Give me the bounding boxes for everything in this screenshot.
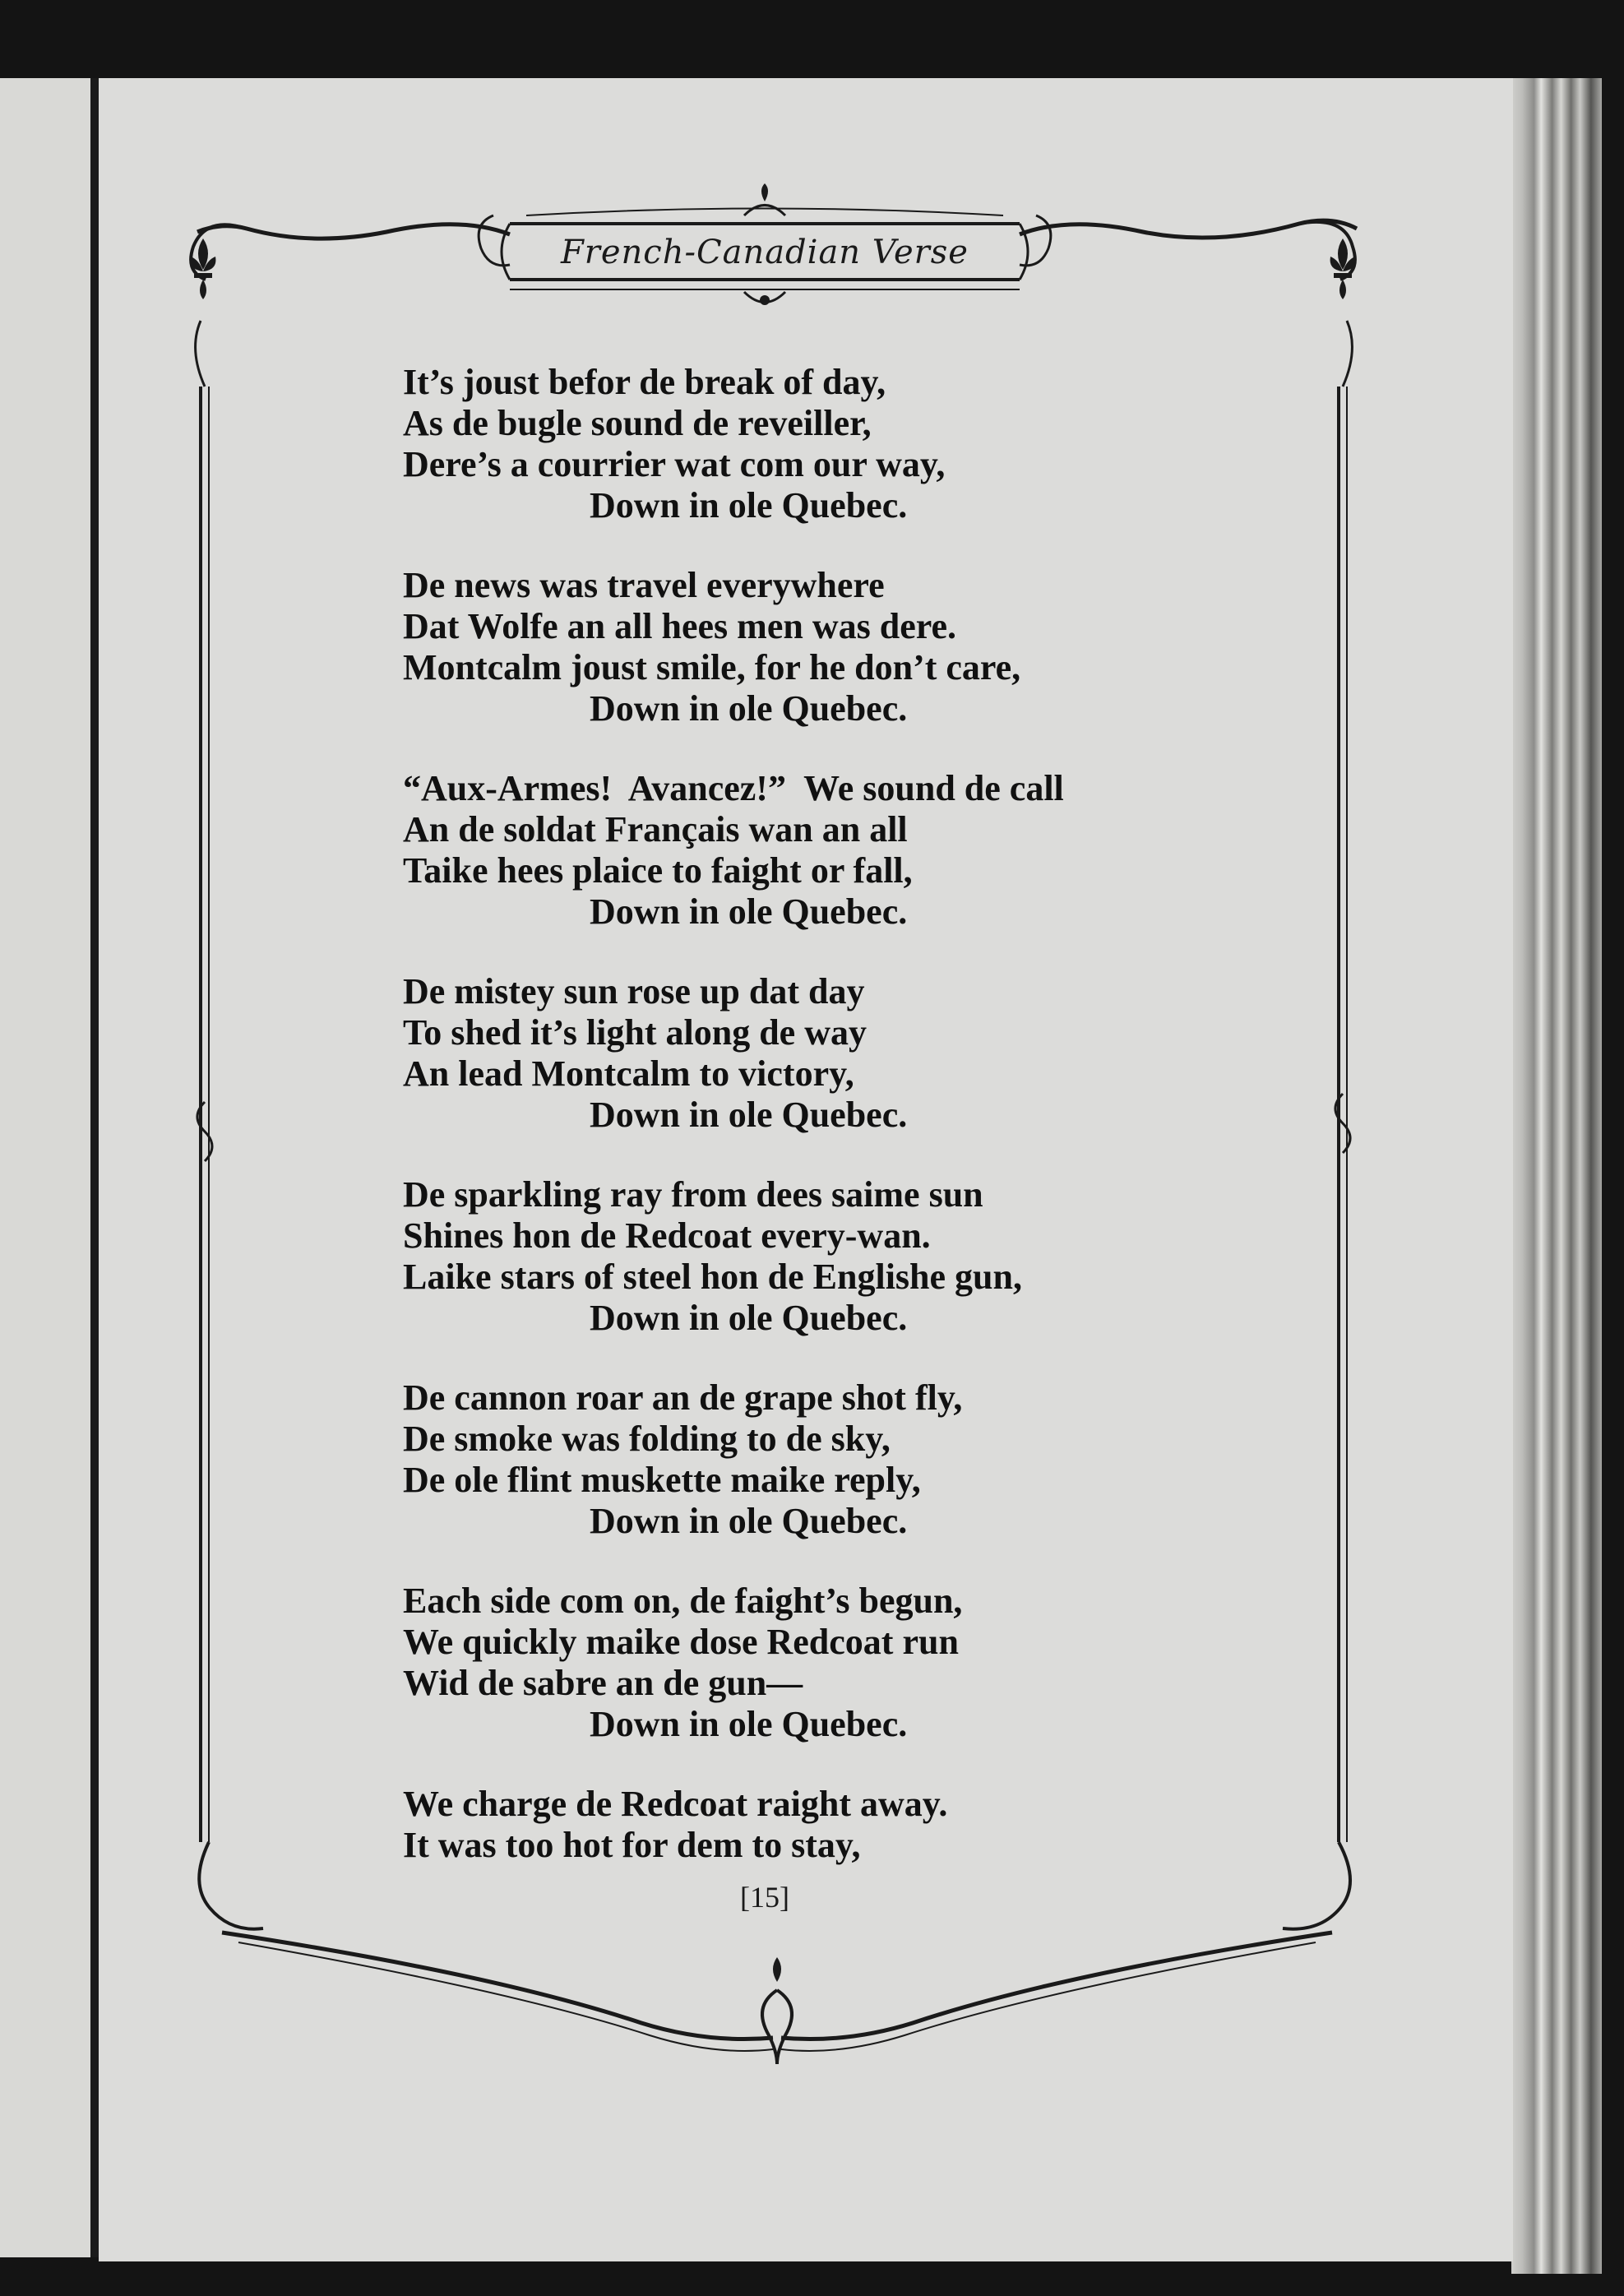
poem-line: We charge de Redcoat raight away. bbox=[403, 1784, 948, 1824]
stanza bbox=[403, 768, 1390, 933]
poem-body bbox=[403, 362, 1390, 1905]
stanza bbox=[403, 1174, 1390, 1339]
poem-line: Dat Wolfe an all hees men was dere. bbox=[403, 606, 956, 646]
poem-line: We quickly maike dose Redcoat run bbox=[403, 1622, 959, 1662]
poem-line: Each side com on, de faight’s begun, bbox=[403, 1581, 963, 1621]
poem-refrain: Down in ole Quebec. bbox=[590, 1298, 908, 1338]
poem-line: “Aux-Armes! Avancez!” We sound de call bbox=[403, 768, 1064, 808]
poem-refrain: Down in ole Quebec. bbox=[590, 688, 908, 729]
page-number: [15] bbox=[740, 1881, 789, 1914]
poem-line: De ole flint muskette maike reply, bbox=[403, 1460, 921, 1500]
stanza bbox=[403, 1784, 1390, 1866]
poem-refrain: Down in ole Quebec. bbox=[590, 891, 908, 932]
poem-line: As de bugle sound de reveiller, bbox=[403, 403, 872, 443]
stanza bbox=[403, 1581, 1390, 1745]
poem-line: Dere’s a courrier wat com our way, bbox=[403, 444, 946, 484]
stanza bbox=[403, 362, 1390, 526]
poem-line: De smoke was folding to de sky, bbox=[403, 1419, 891, 1459]
poem-refrain: Down in ole Quebec. bbox=[590, 485, 908, 525]
poem-line: Taike hees plaice to faight or fall, bbox=[403, 850, 913, 891]
running-header-title: French-Canadian Verse bbox=[561, 234, 969, 271]
poem-line: An de soldat Français wan an all bbox=[403, 809, 908, 849]
stanza bbox=[403, 1377, 1390, 1542]
poem-line: To shed it’s light along de way bbox=[403, 1012, 867, 1053]
stanza bbox=[403, 565, 1390, 729]
poem-line: Shines hon de Redcoat every-wan. bbox=[403, 1215, 931, 1256]
poem-line: De news was travel everywhere bbox=[403, 565, 885, 605]
poem-line: An lead Montcalm to victory, bbox=[403, 1053, 854, 1094]
poem-line: De mistey sun rose up dat day bbox=[403, 971, 865, 1011]
poem-line: It was too hot for dem to stay, bbox=[403, 1825, 861, 1865]
poem-line: Wid de sabre an de gun— bbox=[403, 1663, 803, 1703]
stanza bbox=[403, 971, 1390, 1136]
poem-line: De sparkling ray from dees saime sun bbox=[403, 1174, 983, 1215]
poem-line: It’s joust befor de break of day, bbox=[403, 362, 886, 402]
poem-refrain: Down in ole Quebec. bbox=[590, 1501, 908, 1541]
poem-line: Laike stars of steel hon de Englishe gun, bbox=[403, 1257, 1022, 1297]
poem-line: Montcalm joust smile, for he don’t care, bbox=[403, 647, 1021, 687]
poem-line: De cannon roar an de grape shot fly, bbox=[403, 1377, 963, 1418]
poem-refrain: Down in ole Quebec. bbox=[590, 1704, 908, 1744]
poem-refrain: Down in ole Quebec. bbox=[590, 1095, 908, 1135]
